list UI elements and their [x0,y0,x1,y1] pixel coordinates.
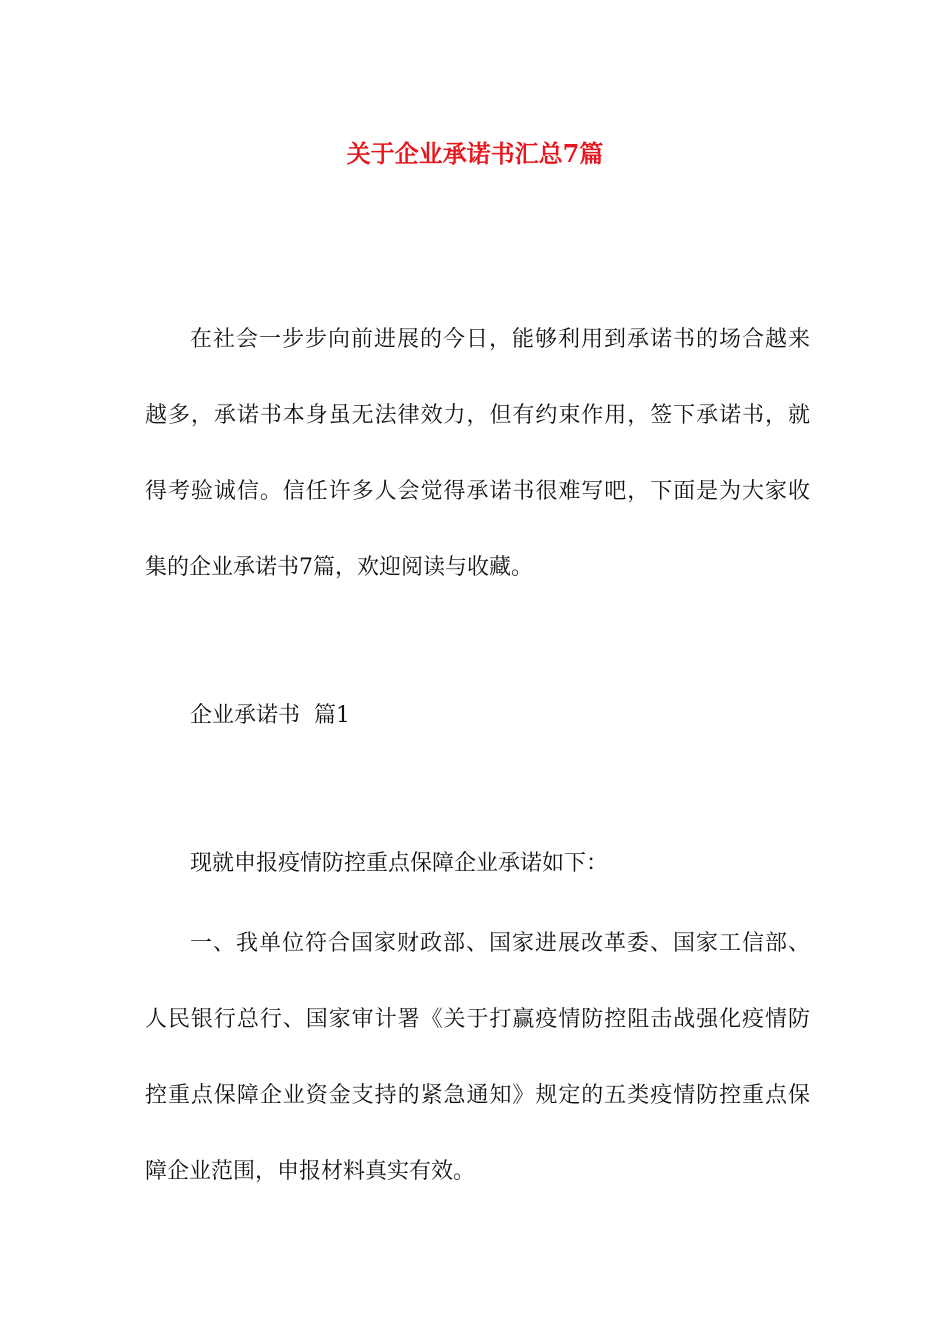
item1-line: 一、我单位符合国家财政部、国家进展改革委、国家工信部、 [190,931,810,956]
intro-line: 得考验诚信。信任许多人会觉得承诺书很难写吧，下面是为大家收 [145,479,810,504]
intro-line: 越多，承诺书本身虽无法律效力，但有约束作用，签下承诺书，就 [145,403,810,428]
document-title: 关于企业承诺书汇总7篇 [346,139,604,168]
intro-line: 在社会一步步向前进展的今日，能够利用到承诺书的场合越来 [190,327,810,352]
statement-text: 现就申报疫情防控重点保障企业承诺如下： [190,851,609,876]
item1-line: 控重点保障企业资金支持的紧急通知》规定的五类疫情防控重点保 [145,1083,810,1108]
statement-paragraph [145,826,810,902]
item1-line: 人民银行总行、国家审计署《关于打赢疫情防控阻击战强化疫情防 [145,1007,810,1032]
item1-line: 障企业范围，申报材料真实有效。 [145,1159,476,1184]
intro-line: 集的企业承诺书7篇，欢迎阅读与收藏。 [145,555,533,580]
section-heading: 企业承诺书 篇1 [190,703,350,728]
item1-paragraph [145,906,810,1210]
intro-paragraph [145,302,810,606]
section-heading-paragraph [145,678,810,754]
